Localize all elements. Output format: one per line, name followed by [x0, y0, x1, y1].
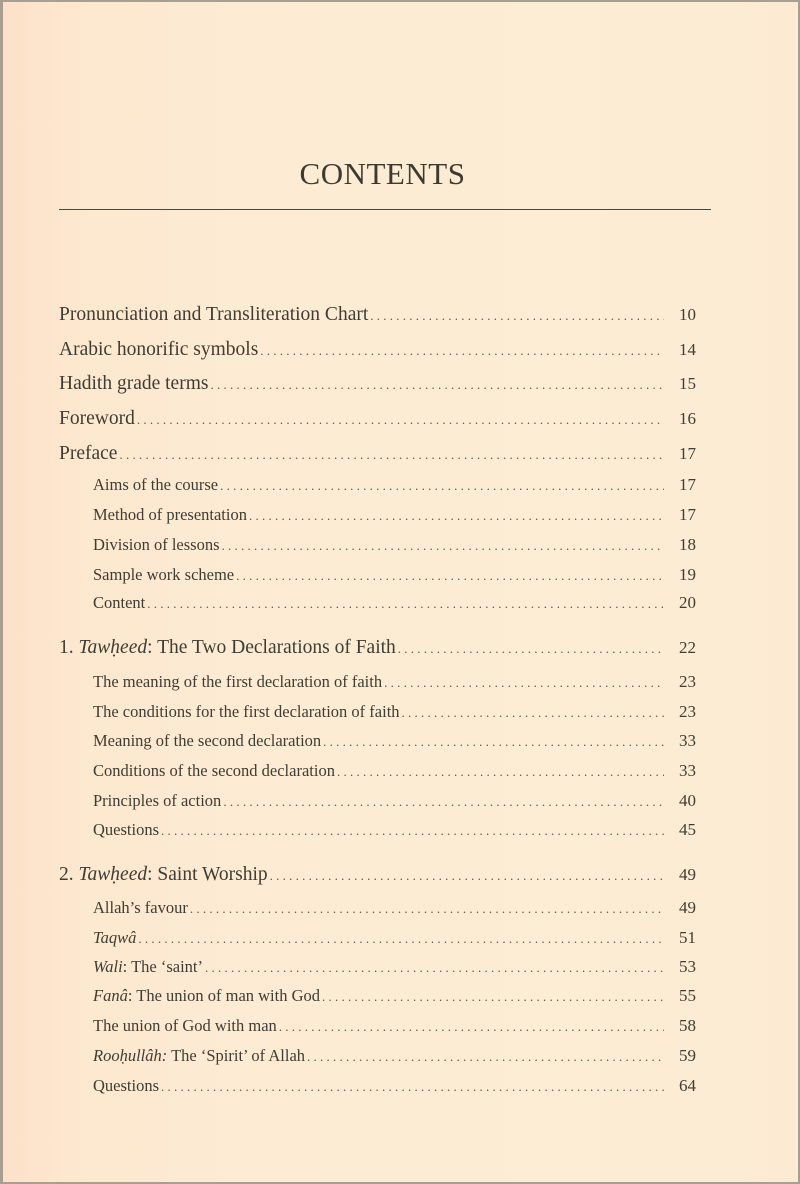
- entry-text: The conditions for the first declaration of faith: [93, 702, 400, 721]
- entry-text: Aims of the course: [93, 475, 219, 494]
- toc-section-entry: [93, 593, 696, 613]
- italic-term: Rooḥullâh:: [93, 1046, 168, 1065]
- italic-term: Tawḥeed: [78, 637, 148, 658]
- dot-leader: [137, 412, 664, 428]
- entry-text: : The union of man with God: [127, 986, 321, 1005]
- dot-leader: [398, 641, 664, 657]
- italic-term: Wali: [93, 957, 123, 976]
- dot-leader: [384, 675, 664, 691]
- dot-leader: [223, 794, 664, 810]
- entry-text: The meaning of the first declaration of faith: [93, 672, 383, 691]
- dot-leader: [322, 989, 664, 1005]
- toc-chapter-entry: [59, 864, 696, 886]
- toc-section-entry: [93, 505, 696, 525]
- entry-text: : Saint Worship: [147, 864, 268, 885]
- dot-leader: [138, 931, 664, 947]
- entry-text: Foreword: [59, 408, 135, 429]
- toc-entry-title: [93, 1016, 277, 1036]
- entry-text: The union of God with man: [93, 1016, 277, 1035]
- page-number: 33: [679, 731, 696, 750]
- chapter-number: 1.: [59, 637, 79, 658]
- entry-text: Meaning of the second declaration: [93, 731, 322, 750]
- toc-section-entry: [93, 957, 696, 977]
- toc-section-entry: [93, 535, 696, 555]
- toc-section-entry: [93, 898, 696, 918]
- toc-chapter-entry: [59, 339, 696, 361]
- page-number: 33: [679, 761, 696, 780]
- toc-entry-title: [93, 1046, 305, 1066]
- dot-leader: [370, 308, 664, 324]
- dot-leader: [222, 538, 664, 554]
- toc-entry-title: [59, 373, 208, 395]
- page-title: CONTENTS: [299, 156, 466, 191]
- dot-leader: [147, 596, 664, 612]
- page-number: 23: [679, 702, 696, 721]
- page-number: 20: [679, 593, 696, 612]
- dot-leader: [205, 960, 664, 976]
- italic-term: Fanâ: [93, 986, 128, 1005]
- toc-section-entry: [93, 731, 696, 751]
- page-number: 22: [679, 638, 696, 657]
- toc-section-entry: [93, 820, 696, 840]
- toc-entry-title: [93, 820, 159, 840]
- toc-entry-title: [59, 637, 396, 659]
- page-number: 14: [679, 340, 696, 359]
- entry-text: Arabic honorific symbols: [59, 339, 259, 360]
- dot-leader: [161, 823, 664, 839]
- dot-leader: [236, 568, 664, 584]
- entry-text: Method of presentation: [93, 505, 247, 524]
- page-number: 49: [679, 898, 696, 917]
- page-number: 17: [679, 444, 696, 463]
- toc-section-entry: [93, 1046, 696, 1066]
- toc-section-entry: [93, 761, 696, 781]
- page-number: 17: [679, 475, 696, 494]
- dot-leader: [323, 734, 664, 750]
- page-number: 53: [679, 957, 696, 976]
- toc-entry-title: [93, 475, 218, 495]
- toc-entry-title: [93, 672, 382, 692]
- toc-entry-title: [93, 898, 188, 918]
- entry-text: Conditions of the second declaration: [93, 761, 335, 780]
- toc-chapter-entry: [59, 373, 696, 395]
- toc-section-entry: [93, 791, 696, 811]
- entry-text: Content: [93, 593, 146, 612]
- page-number: 19: [679, 565, 696, 584]
- page-number: 51: [679, 928, 696, 947]
- toc-chapter-entry: [59, 637, 696, 659]
- entry-text: Questions: [93, 820, 159, 839]
- entry-text: Hadith grade terms: [59, 373, 209, 394]
- toc-entry-title: [93, 702, 400, 722]
- toc-entry-title: [93, 505, 247, 525]
- dot-leader: [337, 764, 664, 780]
- toc-entry-title: [59, 864, 268, 886]
- toc-entry-title: [93, 1076, 159, 1096]
- dot-leader: [161, 1079, 664, 1095]
- toc-entry-title: [93, 731, 321, 751]
- dot-leader: [279, 1019, 664, 1035]
- toc-section-entry: [93, 672, 696, 692]
- page-number: 18: [679, 535, 696, 554]
- toc-entry-title: [59, 408, 135, 430]
- page-number: 59: [679, 1046, 696, 1065]
- toc-chapter-entry: [59, 304, 696, 326]
- entry-text: : The Two Declarations of Faith: [147, 637, 396, 658]
- entry-text: The ‘Spirit’ of Allah: [167, 1046, 306, 1065]
- dot-leader: [307, 1049, 664, 1065]
- page-number: 64: [679, 1076, 696, 1095]
- page-number: 45: [679, 820, 696, 839]
- page-number: 15: [679, 374, 696, 393]
- page-number: 17: [679, 505, 696, 524]
- entry-text: Questions: [93, 1076, 159, 1095]
- toc-entry-title: [59, 304, 368, 326]
- italic-term: Taqwâ: [93, 928, 137, 947]
- dot-leader: [402, 705, 664, 721]
- chapter-number: 2.: [59, 864, 79, 885]
- toc-section-entry: [93, 565, 696, 585]
- toc-entry-title: [93, 986, 320, 1006]
- title-rule: [59, 209, 711, 210]
- dot-leader: [249, 508, 664, 524]
- entry-text: Principles of action: [93, 791, 222, 810]
- toc-chapter-entry: [59, 443, 696, 465]
- page-number: 55: [679, 986, 696, 1005]
- entry-text: Pronunciation and Transliteration Chart: [59, 304, 369, 325]
- toc-section-entry: [93, 475, 696, 495]
- page-number: 10: [679, 305, 696, 324]
- page-number: 40: [679, 791, 696, 810]
- toc-section-entry: [93, 1016, 696, 1036]
- page-number: 58: [679, 1016, 696, 1035]
- dot-leader: [119, 447, 664, 463]
- dot-leader: [220, 478, 664, 494]
- entry-text: : The ‘saint’: [122, 957, 203, 976]
- toc-entry-title: [93, 593, 145, 613]
- entry-text: Preface: [59, 443, 118, 464]
- toc-entry-title: [93, 791, 221, 811]
- toc-entry-title: [93, 957, 203, 977]
- italic-term: Tawḥeed: [78, 864, 148, 885]
- toc-entry-title: [59, 443, 117, 465]
- toc-entry-title: [93, 761, 335, 781]
- entry-text: Allah’s favour: [93, 898, 188, 917]
- toc-entry-title: [93, 565, 234, 585]
- page-number: 16: [679, 409, 696, 428]
- toc-section-entry: [93, 702, 696, 722]
- toc-chapter-entry: [59, 408, 696, 430]
- page-number: 23: [679, 672, 696, 691]
- toc-section-entry: [93, 986, 696, 1006]
- toc-entry-title: [93, 928, 136, 948]
- toc-section-entry: [93, 928, 696, 948]
- dot-leader: [190, 901, 664, 917]
- toc-entry-title: [93, 535, 220, 555]
- dot-leader: [260, 343, 664, 359]
- toc-entry-title: [59, 339, 258, 361]
- entry-text: Division of lessons: [93, 535, 220, 554]
- page-number: 49: [679, 865, 696, 884]
- toc-section-entry: [93, 1076, 696, 1096]
- dot-leader: [210, 377, 664, 393]
- entry-text: Sample work scheme: [93, 565, 235, 584]
- dot-leader: [270, 868, 664, 884]
